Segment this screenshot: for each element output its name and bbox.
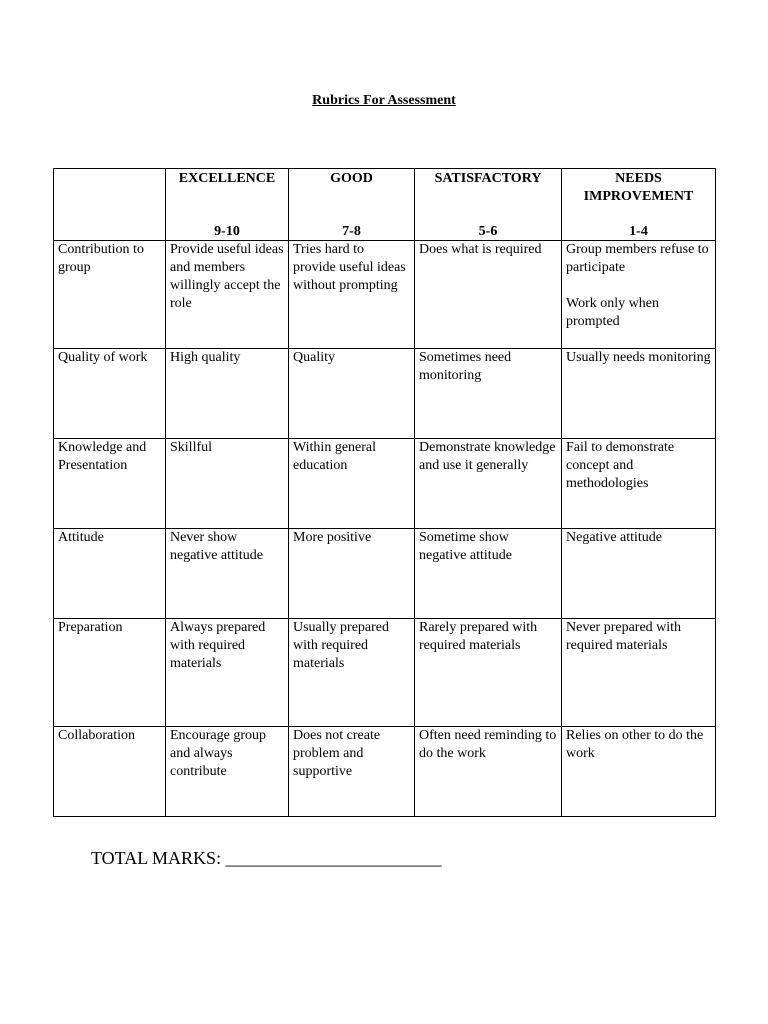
column-label: SATISFACTORY <box>434 171 542 186</box>
rating-text: Group members refuse to participate <box>566 242 709 275</box>
total-marks-line: TOTAL MARKS: ________________________ <box>91 848 442 868</box>
column-range: 7-8 <box>342 224 361 239</box>
column-label: EXCELLENCE <box>178 171 276 186</box>
criterion-cell: Attitude <box>54 529 166 619</box>
rating-cell: Rarely prepared with required materials <box>415 619 562 727</box>
criterion-cell: Collaboration <box>54 727 166 817</box>
table-row <box>54 349 716 439</box>
rating-cell: Encourage group and always contribute <box>166 727 289 817</box>
header-good <box>289 169 415 241</box>
document-title <box>0 93 768 109</box>
rating-cell: Fail to demonstrate concept and methodologies <box>562 439 716 529</box>
rating-cell: Demonstrate knowledge and use it generally <box>415 439 562 529</box>
rating-cell: Relies on other to do the work <box>562 727 716 817</box>
criterion-cell: Preparation <box>54 619 166 727</box>
rating-cell: Tries hard to provide useful ideas without prompting <box>289 241 415 349</box>
rating-text-extra: Work only when prompted <box>566 296 659 329</box>
rating-cell: Within general education <box>289 439 415 529</box>
rating-cell: Sometimes need monitoring <box>415 349 562 439</box>
rating-cell: Does what is required <box>415 241 562 349</box>
rating-cell: Usually prepared with required materials <box>289 619 415 727</box>
header-row <box>54 169 716 241</box>
column-label: GOOD <box>330 171 373 186</box>
rating-cell: Quality <box>289 349 415 439</box>
rating-cell: Usually needs monitoring <box>562 349 716 439</box>
header-criterion-cell <box>54 169 166 241</box>
rating-cell: Never show negative attitude <box>166 529 289 619</box>
rating-cell: Provide useful ideas and members willingly accept the role <box>166 241 289 349</box>
table-row <box>54 241 716 349</box>
rating-cell: Always prepared with required materials <box>166 619 289 727</box>
criterion-cell: Contribution to group <box>54 241 166 349</box>
criterion-cell: Quality of work <box>54 349 166 439</box>
rating-cell: Does not create problem and supportive <box>289 727 415 817</box>
column-range: 9-10 <box>214 224 240 239</box>
column-range: 1-4 <box>629 224 648 239</box>
rating-cell: Negative attitude <box>562 529 716 619</box>
table-row <box>54 529 716 619</box>
header-needs-improvement <box>562 169 716 241</box>
criterion-cell: Knowledge and Presentation <box>54 439 166 529</box>
rating-cell <box>562 241 716 349</box>
column-range: 5-6 <box>478 224 498 239</box>
table-row <box>54 727 716 817</box>
table-row <box>54 439 716 529</box>
rating-cell: Often need reminding to do the work <box>415 727 562 817</box>
rating-cell: Skillful <box>166 439 289 529</box>
header-excellence <box>166 169 289 241</box>
column-label: NEEDS IMPROVEMENT <box>583 171 694 204</box>
rating-cell: More positive <box>289 529 415 619</box>
rating-cell: Never prepared with required materials <box>562 619 716 727</box>
rating-cell: High quality <box>166 349 289 439</box>
table-row <box>54 619 716 727</box>
rating-cell: Sometime show negative attitude <box>415 529 562 619</box>
title-text: Rubrics For Assessment <box>312 93 456 108</box>
header-satisfactory <box>415 169 562 241</box>
rubric-table <box>53 168 716 817</box>
